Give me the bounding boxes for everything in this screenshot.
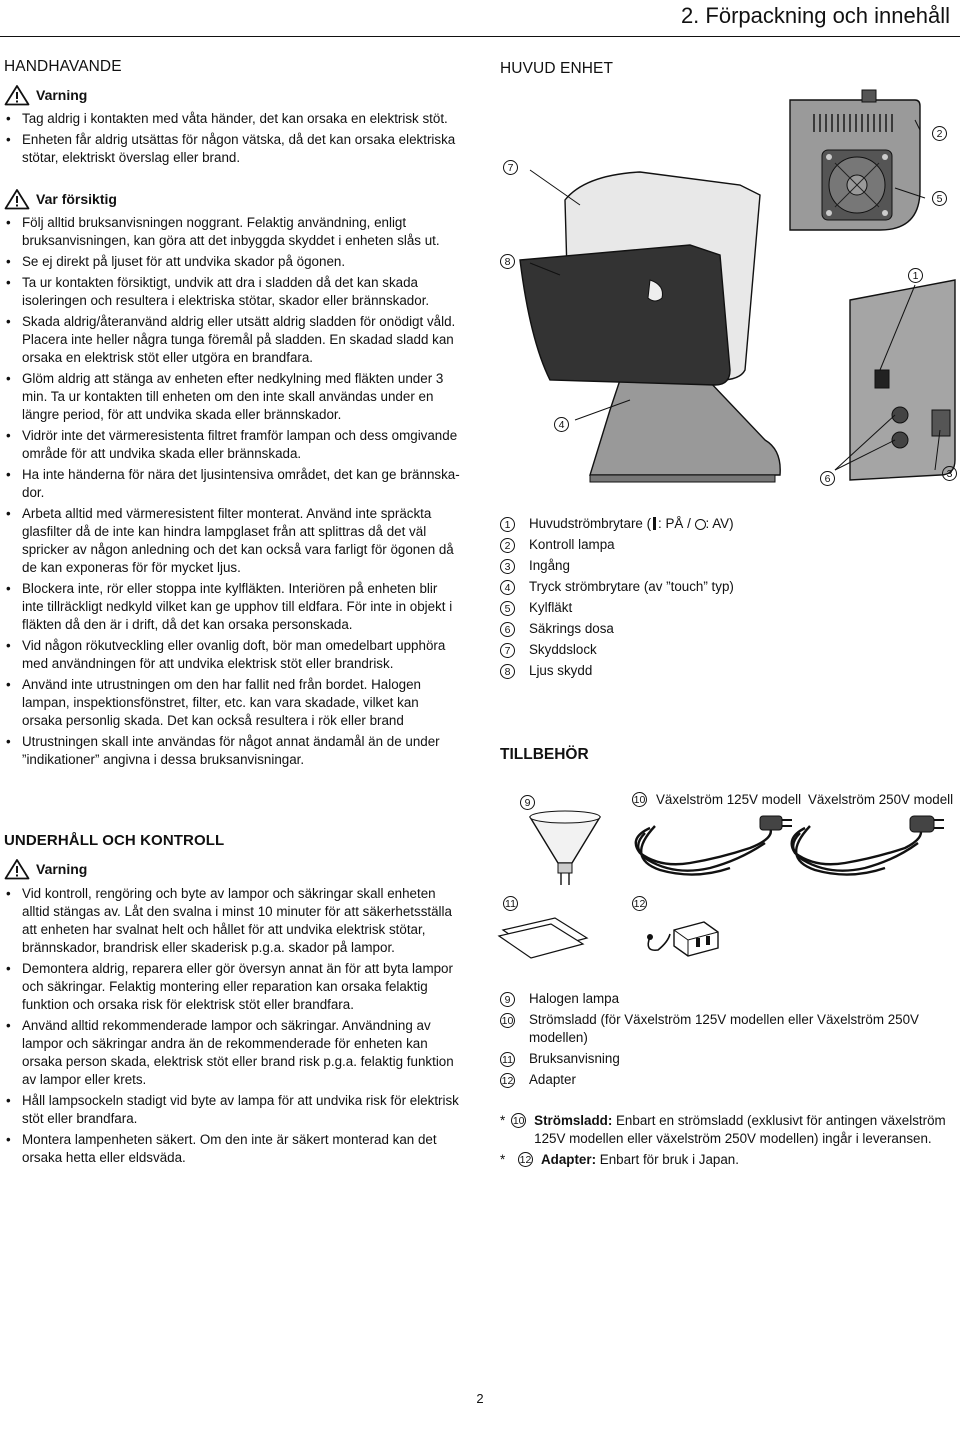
list-item: • Håll lampsockeln stadigt vid byte av lampa för att undvika risk för elektrisk stöt eller brandfara. bbox=[4, 1092, 460, 1128]
accessory-number: 12 bbox=[501, 1075, 514, 1087]
accessory-label: Halogen lampa bbox=[529, 991, 620, 1006]
accessory-number: 9 bbox=[500, 992, 515, 1007]
list-item: • Utrustningen skall inte användas för något annat ändamål än de under ”indikationer” angivna i dessa bruksanvisningar. bbox=[4, 733, 460, 769]
part-label: Ljus skydd bbox=[529, 663, 593, 678]
accessory-number: 11 bbox=[500, 1052, 515, 1067]
note-asterisk: * bbox=[500, 1152, 506, 1167]
list-item: • Tag aldrig i kontakten med våta händer, det kan orsaka en elektrisk stöt. bbox=[4, 110, 460, 128]
list-item: • Montera lampenheten säkert. Om den inte är säkert monterad kan det orsaka hetta eller eldsväda. bbox=[4, 1131, 460, 1167]
list-item: • Demontera aldrig, reparera eller gör översyn annat än för att byta lampor och säkringar. Felaktig montering eller reparation kan orsaka felaktig funktion och orsaka risk för elektrisk stöt eller brandfara. bbox=[4, 960, 460, 1014]
list-item bbox=[500, 557, 950, 578]
part-number: 6 bbox=[500, 622, 515, 637]
list-item: • Blockera inte, rör eller stoppa inte kylfläkten. Interiören på enheten blir inte tillräckligt nedkyld vilket kan ge upphov till eldfara. För inte in objekt i fläkten då den är i drift, då det kan orsaka personskada. bbox=[4, 580, 460, 634]
callout-12: 12 bbox=[633, 898, 646, 910]
callout-5: 5 bbox=[932, 191, 947, 206]
main-unit-illustration bbox=[490, 80, 960, 500]
list-item bbox=[500, 515, 950, 536]
list-item: • Enheten får aldrig utsättas för någon vätska, då det kan orsaka elektriska stötar, elektriskt överslag eller brand. bbox=[4, 131, 460, 167]
part-label: Kontroll lampa bbox=[529, 537, 615, 552]
callout-6: 6 bbox=[820, 471, 835, 486]
list-item bbox=[500, 1011, 940, 1050]
list-item: • Vid någon rökutveckling eller ovanlig doft, bör man omedelbart upphöra med användningen för att undvika elektrisk stöt eller brandrisk. bbox=[4, 637, 460, 673]
accessories-list bbox=[500, 990, 940, 1092]
list-item bbox=[500, 536, 950, 557]
part-label: Huvudströmbrytare ( : PÅ / : AV) bbox=[529, 516, 734, 531]
list-item bbox=[500, 990, 940, 1011]
power-on-symbol bbox=[653, 517, 656, 530]
callout-7: 7 bbox=[503, 160, 518, 175]
part-label: Kylfläkt bbox=[529, 600, 573, 615]
list-item: • Se ej direkt på ljuset för att undvika skador på ögonen. bbox=[4, 253, 460, 271]
warning-icon bbox=[4, 84, 30, 106]
part-label: Säkrings dosa bbox=[529, 621, 614, 636]
caution-label: Var försiktig bbox=[36, 191, 117, 207]
parts-list bbox=[500, 515, 950, 683]
section-heading-underhall: UNDERHÅLL OCH KONTROLL bbox=[4, 832, 225, 849]
list-item: • Skada aldrig/återanvänd aldrig eller utsätt aldrig sladden för onödigt våld. Placera inte heller några tunga föremål på sladden. En skadad sladd kan orsaka en elektrisk stöt eller utgöra en brandfara. bbox=[4, 313, 460, 367]
part-number: 1 bbox=[500, 517, 515, 532]
warning-list bbox=[4, 110, 460, 170]
part-number: 4 bbox=[500, 580, 515, 595]
part-label: Skyddslock bbox=[529, 642, 597, 657]
warning-label: Varning bbox=[36, 861, 88, 877]
note-power-cord bbox=[500, 1112, 950, 1148]
accessory-label: Strömsladd (för Växelström 125V modellen eller Växelström 250V modellen) bbox=[529, 1012, 919, 1045]
list-item: • Vid kontroll, rengöring och byte av lampor och säkringar skall enheten alltid stängas av. Låt den svalna i minst 10 minuter för att säkerhetsställa att enheten har svalnat helt och hållet för att undvika elektrisk stötar, brännskador, brandrisk eller skaderisk p.g.a. skador på lampor. bbox=[4, 885, 460, 957]
cord-125-label: Växelström 125V modell bbox=[656, 792, 802, 807]
part-number: 5 bbox=[500, 601, 515, 616]
note-asterisk: * bbox=[500, 1113, 506, 1128]
callout-3: 3 bbox=[942, 466, 957, 481]
callout-8: 8 bbox=[500, 254, 515, 269]
note-text: Adapter: Enbart för bruk i Japan. bbox=[541, 1152, 739, 1167]
warning-heading bbox=[4, 84, 87, 106]
page-title: 2. Förpackning och innehåll bbox=[680, 3, 950, 28]
list-item: • Vidrör inte det värmeresistenta filtret framför lampan och dess omgivande område för att undvika skada eller brännskada. bbox=[4, 427, 460, 463]
list-item: • Glöm aldrig att stänga av enheten efter nedkylning med fläkten under 3 min. Ta ur kontakten till enheten om den inte skall användas under en längre period, för att undvika skada eller brännskador. bbox=[4, 370, 460, 424]
maintenance-warning-heading bbox=[4, 858, 87, 880]
list-item bbox=[500, 578, 950, 599]
list-item bbox=[500, 1071, 940, 1092]
callout-1: 1 bbox=[908, 268, 923, 283]
note-adapter bbox=[500, 1151, 950, 1169]
part-number: 3 bbox=[500, 559, 515, 574]
section-heading-handhavande: HANDHAVANDE bbox=[4, 58, 122, 75]
note-number: 12 bbox=[519, 1154, 532, 1166]
cord-250-label: Växelström 250V modell bbox=[808, 792, 954, 807]
list-item: • Ha inte händerna för nära det ljusintensiva området, det kan ge brännska-dor. bbox=[4, 466, 460, 502]
callout-11: 11 bbox=[503, 896, 518, 911]
caution-list bbox=[4, 214, 460, 772]
adapter-illustration bbox=[640, 912, 730, 962]
power-off-symbol bbox=[695, 519, 706, 530]
manual-illustration bbox=[495, 910, 595, 965]
list-item: • Ta ur kontakten försiktigt, undvik att dra i sladden då det kan skada isoleringen och resultera i elektriska stötar, skador eller brännskador. bbox=[4, 274, 460, 310]
halogen-lamp-illustration bbox=[520, 805, 610, 895]
header-rule bbox=[0, 36, 960, 37]
callout-4: 4 bbox=[554, 417, 569, 432]
page-number: 2 bbox=[476, 1391, 484, 1406]
callout-9: 9 bbox=[520, 795, 535, 810]
list-item: • Följ alltid bruksanvisningen noggrant. Felaktig användning, enligt bruksanvisningen, kan göra att det inbyggda skyddet i enheten slås ut. bbox=[4, 214, 460, 250]
part-number: 2 bbox=[500, 538, 515, 553]
power-cords-illustration bbox=[620, 808, 950, 893]
callout-2: 2 bbox=[932, 126, 947, 141]
list-item: • Arbeta alltid med värmeresistent filter monterat. Använd inte spräckta glasfilter då de inte kan hindra lampglaset från att splittras då det väl spricker av någon anledning och det kan också vara farligt för ögonen då de kan exponeras för för mycket ljus. bbox=[4, 505, 460, 577]
caution-icon bbox=[4, 188, 30, 210]
maintenance-list bbox=[4, 885, 460, 1170]
part-label: Tryck strömbrytare (av ”touch” typ) bbox=[529, 579, 734, 594]
list-item bbox=[500, 620, 950, 641]
caution-heading bbox=[4, 188, 117, 210]
list-item bbox=[500, 599, 950, 620]
list-item bbox=[500, 662, 950, 683]
warning-icon bbox=[4, 858, 30, 880]
list-item: • Använd inte utrustningen om den har fallit ned från bordet. Halogen lampan, inspektionsfönstret, filter, etc. kan vara skadade, vilket kan orsaka personlig skada. Det kan också resultera i rök eller brand bbox=[4, 676, 460, 730]
section-heading-accessories: TILLBEHÖR bbox=[500, 746, 589, 763]
part-number: 8 bbox=[500, 664, 515, 679]
part-number: 7 bbox=[500, 643, 515, 658]
list-item: • Använd alltid rekommenderade lampor och säkringar. Användning av lampor och säkringar andra än de rekommenderade för enheten kan orsaka person skada, elektrisk stöt eller brand risk p.g.a. felaktig funktion av lampor eller krets. bbox=[4, 1017, 460, 1089]
callout-10: 10 bbox=[633, 794, 646, 806]
accessory-label: Bruksanvisning bbox=[529, 1051, 620, 1066]
section-heading-main-unit: HUVUD ENHET bbox=[500, 60, 614, 77]
note-number: 10 bbox=[512, 1115, 525, 1127]
part-label: Ingång bbox=[529, 558, 570, 573]
note-text: Strömsladd: Enbart en strömsladd (exklusivt för antingen växelström 125V modellen eller växelström 250V modellen) ingår i leveransen. bbox=[534, 1113, 946, 1146]
accessory-label: Adapter bbox=[529, 1072, 576, 1087]
warning-label: Varning bbox=[36, 87, 88, 103]
list-item bbox=[500, 1050, 940, 1071]
accessory-number: 10 bbox=[501, 1015, 514, 1027]
list-item bbox=[500, 641, 950, 662]
page-header bbox=[0, 0, 960, 42]
